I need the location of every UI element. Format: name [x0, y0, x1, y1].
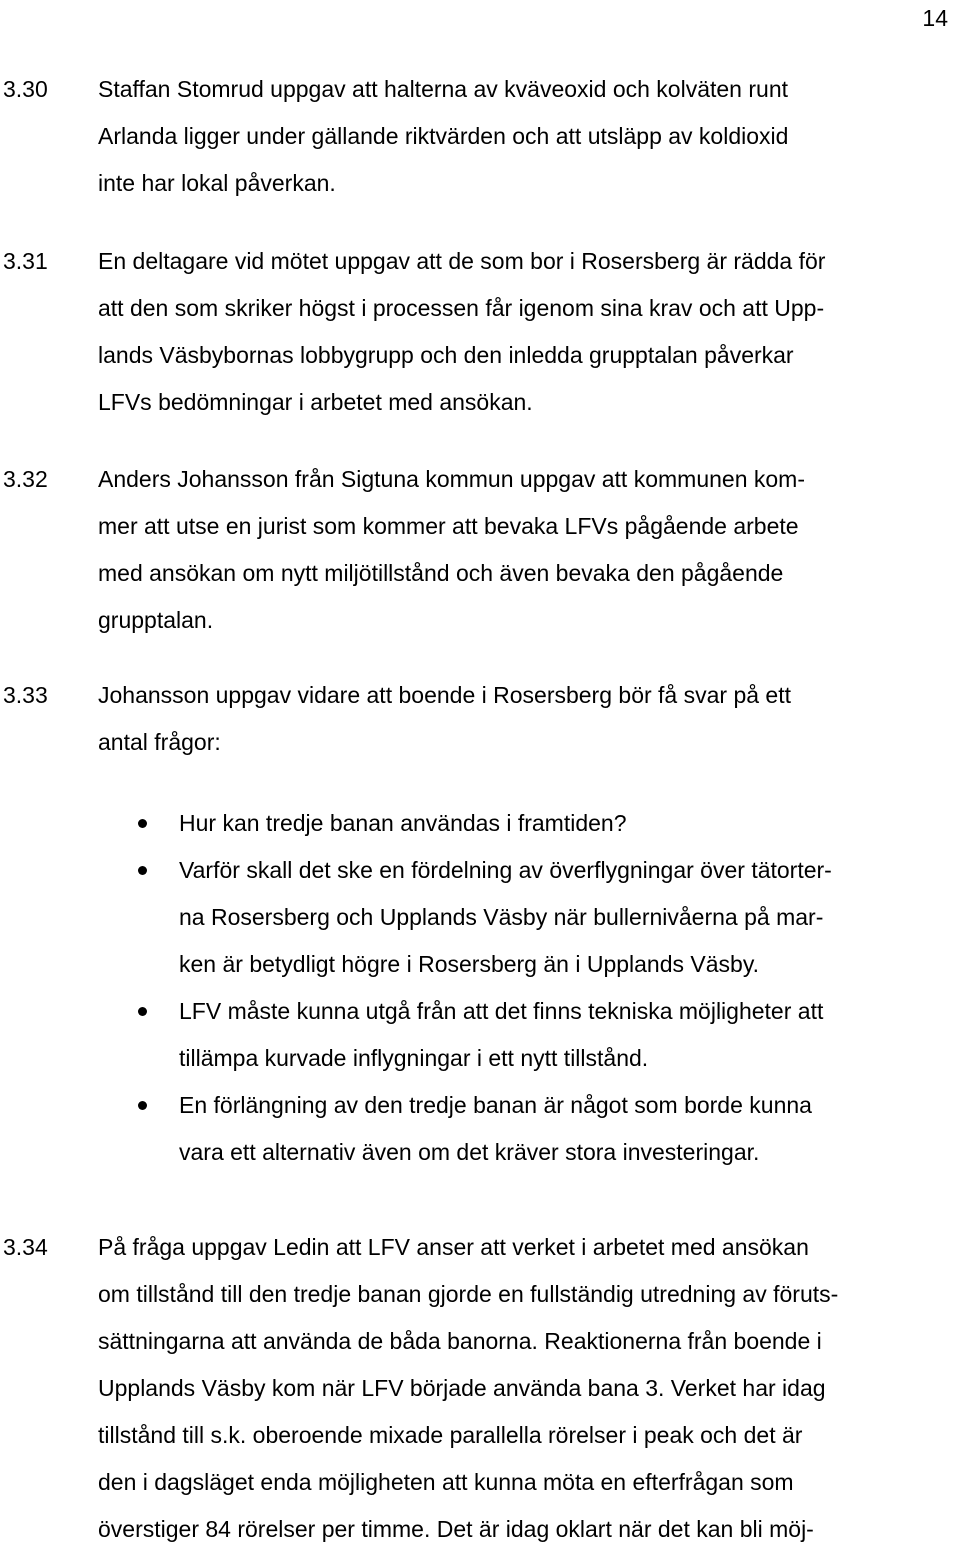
section-body [98, 456, 954, 644]
paragraph-line: Anders Johansson från Sigtuna kommun uppgav att kommunen kom- [98, 466, 805, 492]
paragraph-line: LFVs bedömningar i arbetet med ansökan. [98, 389, 533, 415]
question-line: na Rosersberg och Upplands Väsby när bullernivåerna på mar- [179, 904, 824, 930]
paragraph-line: sättningarna att använda de båda banorna. Reaktionerna från boende i [98, 1328, 822, 1354]
section-body [98, 66, 954, 207]
section-number: 3.31 [3, 248, 48, 274]
section-body [98, 238, 954, 426]
paragraph-line: tillstånd till s.k. oberoende mixade parallella rörelser i peak och det är [98, 1422, 803, 1448]
question-line: Hur kan tredje banan användas i framtiden? [179, 810, 627, 836]
question-text [179, 988, 960, 1082]
question-item [0, 800, 960, 847]
section-body [98, 1224, 954, 1553]
paragraph-line: med ansökan om nytt miljötillstånd och även bevaka den pågående [98, 560, 784, 586]
question-text [179, 800, 960, 847]
bullet-icon [138, 866, 147, 875]
section-number: 3.32 [3, 466, 48, 492]
question-list [0, 800, 960, 1176]
paragraph-line: om tillstånd till den tredje banan gjorde en fullständig utredning av föruts- [98, 1281, 839, 1307]
paragraph-line: överstiger 84 rörelser per timme. Det är idag oklart när det kan bli möj- [98, 1516, 814, 1542]
bullet-icon [138, 1007, 147, 1016]
question-line: LFV måste kunna utgå från att det finns tekniska möjligheter att [179, 998, 824, 1024]
paragraph-line: En deltagare vid mötet uppgav att de som bor i Rosersberg är rädda för [98, 248, 826, 274]
question-text [179, 847, 960, 988]
paragraph-line: inte har lokal påverkan. [98, 170, 336, 196]
question-text [179, 1082, 960, 1176]
question-item [0, 847, 960, 988]
paragraph-line: På fråga uppgav Ledin att LFV anser att verket i arbetet med ansökan [98, 1234, 809, 1260]
bullet-icon [138, 1101, 147, 1110]
paragraph-line: antal frågor: [98, 729, 221, 755]
paragraph-line: Johansson uppgav vidare att boende i Rosersberg bör få svar på ett [98, 682, 791, 708]
section-number: 3.34 [3, 1234, 48, 1260]
paragraph-line: Staffan Stomrud uppgav att halterna av kväveoxid och kolväten runt [98, 76, 788, 102]
question-item [0, 988, 960, 1082]
question-line: En förlängning av den tredje banan är något som borde kunna [179, 1092, 812, 1118]
section-number: 3.33 [3, 682, 48, 708]
section-number: 3.30 [3, 76, 48, 102]
paragraph-line: Upplands Väsby kom när LFV började använda bana 3. Verket har idag [98, 1375, 826, 1401]
paragraph-line: grupptalan. [98, 607, 214, 633]
paragraph-line: Arlanda ligger under gällande riktvärden och att utsläpp av koldioxid [98, 123, 789, 149]
paragraph-line: den i dagsläget enda möjligheten att kunna möta en efterfrågan som [98, 1469, 794, 1495]
section-body [98, 672, 954, 766]
question-line: vara ett alternativ även om det kräver stora investeringar. [179, 1139, 760, 1165]
question-item [0, 1082, 960, 1176]
question-line: ken är betydligt högre i Rosersberg än i Upplands Väsby. [179, 951, 760, 977]
page-number: 14 [922, 5, 948, 31]
bullet-icon [138, 819, 147, 828]
question-line: Varför skall det ske en fördelning av överflygningar över tätorter- [179, 857, 832, 883]
paragraph-line: att den som skriker högst i processen får igenom sina krav och att Upp- [98, 295, 825, 321]
paragraph-line: mer att utse en jurist som kommer att bevaka LFVs pågående arbete [98, 513, 799, 539]
paragraph-line: lands Väsbybornas lobbygrupp och den inledda grupptalan påverkar [98, 342, 794, 368]
question-line: tillämpa kurvade inflygningar i ett nytt tillstånd. [179, 1045, 649, 1071]
